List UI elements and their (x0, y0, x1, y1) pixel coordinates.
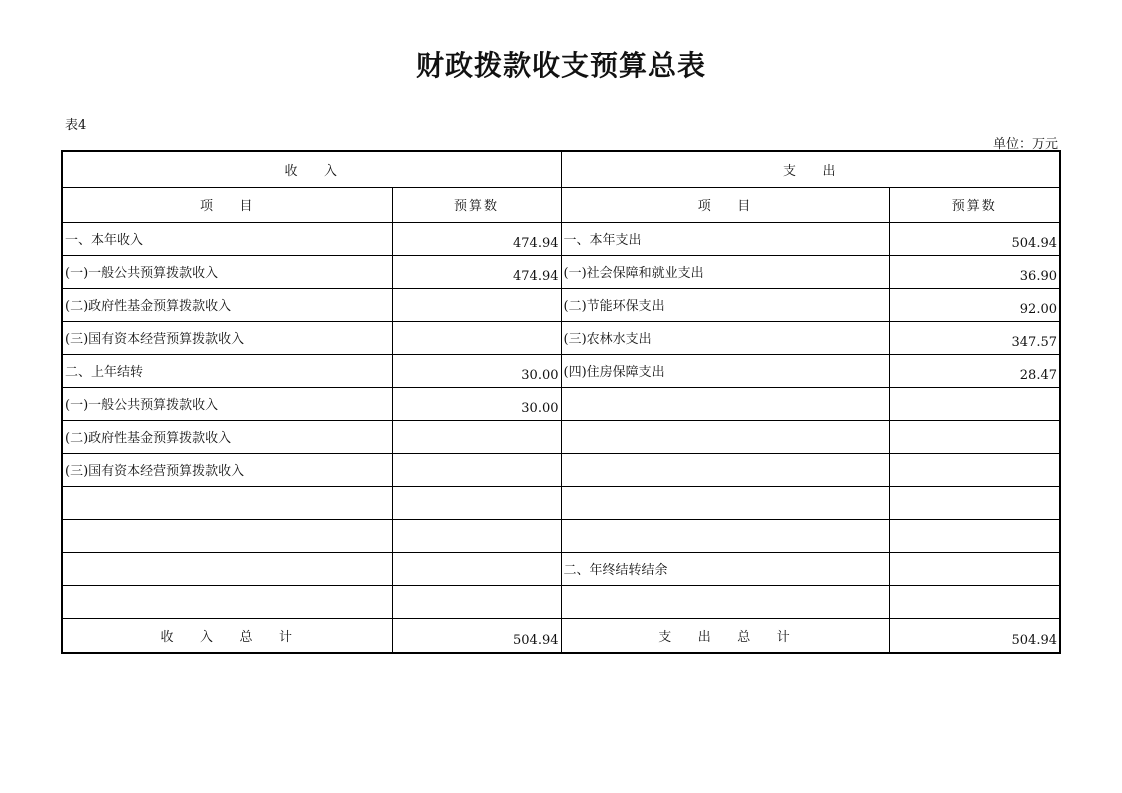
table-row (62, 321, 1060, 354)
expense-amount-cell: 36.90 (889, 255, 1060, 288)
expense-amount-cell (889, 519, 1060, 552)
income-item-cell: (三)国有资本经营预算拨款收入 (62, 453, 392, 486)
expense-amount-cell (889, 420, 1060, 453)
table-row (62, 453, 1060, 486)
expense-item-cell (561, 453, 889, 486)
table-row (62, 288, 1060, 321)
expense-item-cell (561, 420, 889, 453)
budget-table (61, 150, 1061, 654)
table-row (62, 552, 1060, 585)
unit-label: 单位：万元 (992, 137, 1058, 152)
expense-amount-header: 预算数 (889, 187, 1060, 222)
income-total-label: 收 入 总 计 (62, 618, 392, 653)
income-amount-cell (392, 552, 561, 585)
expense-amount-cell: 28.47 (889, 354, 1060, 387)
income-amount-cell: 30.00 (392, 354, 561, 387)
income-amount-cell (392, 453, 561, 486)
income-total-amount: 504.94 (392, 618, 561, 653)
income-amount-cell (392, 321, 561, 354)
income-amount-cell: 474.94 (392, 222, 561, 255)
expense-section-header: 支 出 (561, 151, 1060, 187)
expense-item-cell (561, 387, 889, 420)
table-row (62, 420, 1060, 453)
income-item-cell: (二)政府性基金预算拨款收入 (62, 420, 392, 453)
income-item-cell: (三)国有资本经营预算拨款收入 (62, 321, 392, 354)
income-amount-header: 预算数 (392, 187, 561, 222)
income-item-cell: 一、本年收入 (62, 222, 392, 255)
expense-item-cell: (三)农林水支出 (561, 321, 889, 354)
income-amount-cell: 474.94 (392, 255, 561, 288)
income-item-cell (62, 519, 392, 552)
income-item-cell (62, 486, 392, 519)
income-amount-cell: 30.00 (392, 387, 561, 420)
expense-item-cell (561, 486, 889, 519)
income-item-cell: 二、上年结转 (62, 354, 392, 387)
table-row (62, 486, 1060, 519)
income-amount-cell (392, 519, 561, 552)
table-row (62, 585, 1060, 618)
income-item-cell: (一)一般公共预算拨款收入 (62, 387, 392, 420)
expense-amount-cell: 347.57 (889, 321, 1060, 354)
table-number: 表4 (65, 118, 87, 133)
income-amount-cell (392, 288, 561, 321)
income-amount-cell (392, 486, 561, 519)
income-item-header: 项 目 (62, 187, 392, 222)
expense-item-cell: (一)社会保障和就业支出 (561, 255, 889, 288)
expense-item-cell (561, 519, 889, 552)
expense-amount-cell (889, 552, 1060, 585)
expense-item-header: 项 目 (561, 187, 889, 222)
expense-amount-cell (889, 387, 1060, 420)
income-item-cell: (二)政府性基金预算拨款收入 (62, 288, 392, 321)
expense-total-label: 支 出 总 计 (561, 618, 889, 653)
expense-item-cell: (二)节能环保支出 (561, 288, 889, 321)
page-title: 财政拨款收支预算总表 (415, 49, 706, 82)
table-row (62, 222, 1060, 255)
income-item-cell (62, 552, 392, 585)
expense-amount-cell (889, 585, 1060, 618)
expense-amount-cell: 92.00 (889, 288, 1060, 321)
expense-item-cell (561, 585, 889, 618)
expense-item-cell: 一、本年支出 (561, 222, 889, 255)
income-amount-cell (392, 585, 561, 618)
table-row (62, 255, 1060, 288)
expense-item-cell: 二、年终结转结余 (561, 552, 889, 585)
table-row (62, 354, 1060, 387)
table-row (62, 387, 1060, 420)
expense-total-amount: 504.94 (889, 618, 1060, 653)
section-header-row (62, 151, 1060, 187)
income-item-cell (62, 585, 392, 618)
expense-item-cell: (四)住房保障支出 (561, 354, 889, 387)
income-item-cell: (一)一般公共预算拨款收入 (62, 255, 392, 288)
expense-amount-cell (889, 453, 1060, 486)
column-header-row (62, 187, 1060, 222)
income-section-header: 收 入 (62, 151, 561, 187)
total-row (62, 618, 1060, 653)
expense-amount-cell: 504.94 (889, 222, 1060, 255)
table-row (62, 519, 1060, 552)
income-amount-cell (392, 420, 561, 453)
expense-amount-cell (889, 486, 1060, 519)
